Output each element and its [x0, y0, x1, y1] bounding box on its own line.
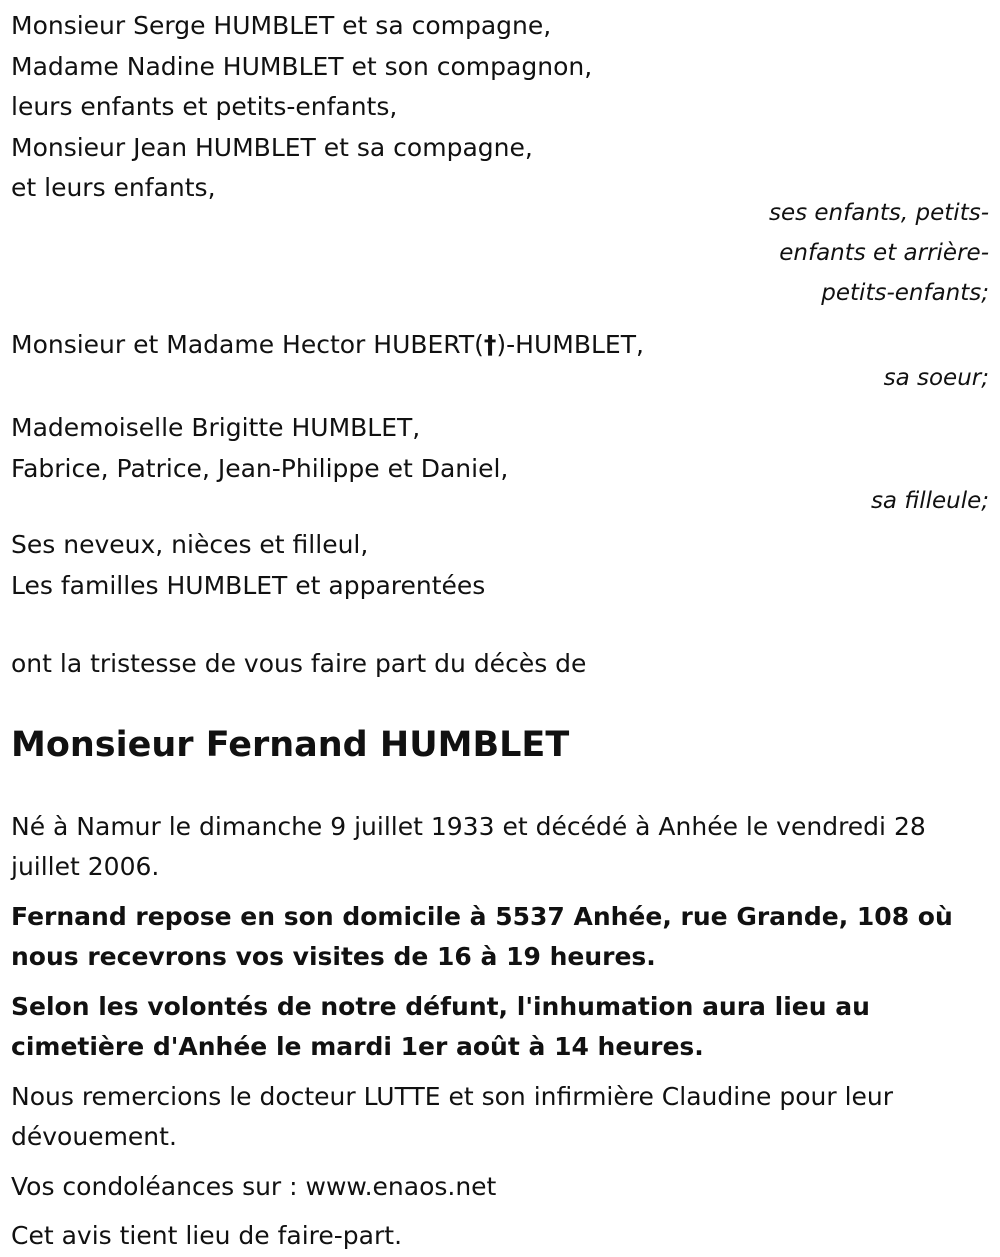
obituary-notice: [11, 6, 991, 1257]
sister-group: [11, 325, 991, 399]
family-line: Madame Nadine HUMBLET et son compagnon,: [11, 51, 593, 81]
thanks-paragraph: Nous remercions le docteur LUTTE et son infirmière Claudine pour leur dévouement.: [11, 1081, 894, 1151]
relation-label: enfants et arrière-: [779, 239, 989, 266]
family-line: et leurs enfants,: [11, 173, 216, 202]
family-line: Les familles HUMBLET et apparentées: [11, 570, 486, 600]
relation-label: sa soeur;: [883, 365, 989, 391]
others-group: [11, 525, 991, 606]
family-line: Fabrice, Patrice, Jean-Philippe et Daniel,: [11, 453, 509, 483]
birth-death-paragraph: Né à Namur le dimanche 9 juillet 1933 et décédé à Anhée le vendredi 28 juillet 2006.: [11, 811, 926, 881]
intro-text: ont la tristesse de vous faire part du décès de: [11, 649, 587, 678]
family-line: leurs enfants et petits-enfants,: [11, 92, 398, 121]
condolences-paragraph: Vos condoléances sur : www.enaos.net: [11, 1171, 497, 1201]
goddaughter-group: [11, 408, 991, 521]
family-line: Ses neveux, nièces et filleul,: [11, 530, 369, 559]
sister-name-prefix: Monsieur et Madame Hector HUBERT(: [11, 329, 484, 359]
cross-icon: †: [483, 329, 497, 359]
deceased-name: Monsieur Fernand HUMBLET: [11, 724, 570, 765]
family-line: Monsieur Jean HUMBLET et sa compagne,: [11, 132, 533, 162]
children-group: [11, 6, 991, 313]
relation-label: petits-enfants;: [821, 279, 989, 306]
family-line: Mademoiselle Brigitte HUMBLET,: [11, 413, 421, 442]
burial-paragraph: Selon les volontés de notre défunt, l'inhumation aura lieu au cimetière d'Anhée le mardi 1er août à 14 heures.: [11, 991, 870, 1061]
family-line: Monsieur Serge HUMBLET et sa compagne,: [11, 11, 552, 40]
repose-paragraph: Fernand repose en son domicile à 5537 Anhée, rue Grande, 108 où nous recevrons vos visites de 16 à 19 heures.: [11, 901, 953, 971]
notice-paragraph: Cet avis tient lieu de faire-part.: [11, 1221, 403, 1250]
relation-label: sa filleule;: [870, 488, 989, 514]
relation-label: ses enfants, petits-: [768, 199, 989, 226]
sister-name-suffix: )-HUMBLET,: [496, 329, 644, 359]
